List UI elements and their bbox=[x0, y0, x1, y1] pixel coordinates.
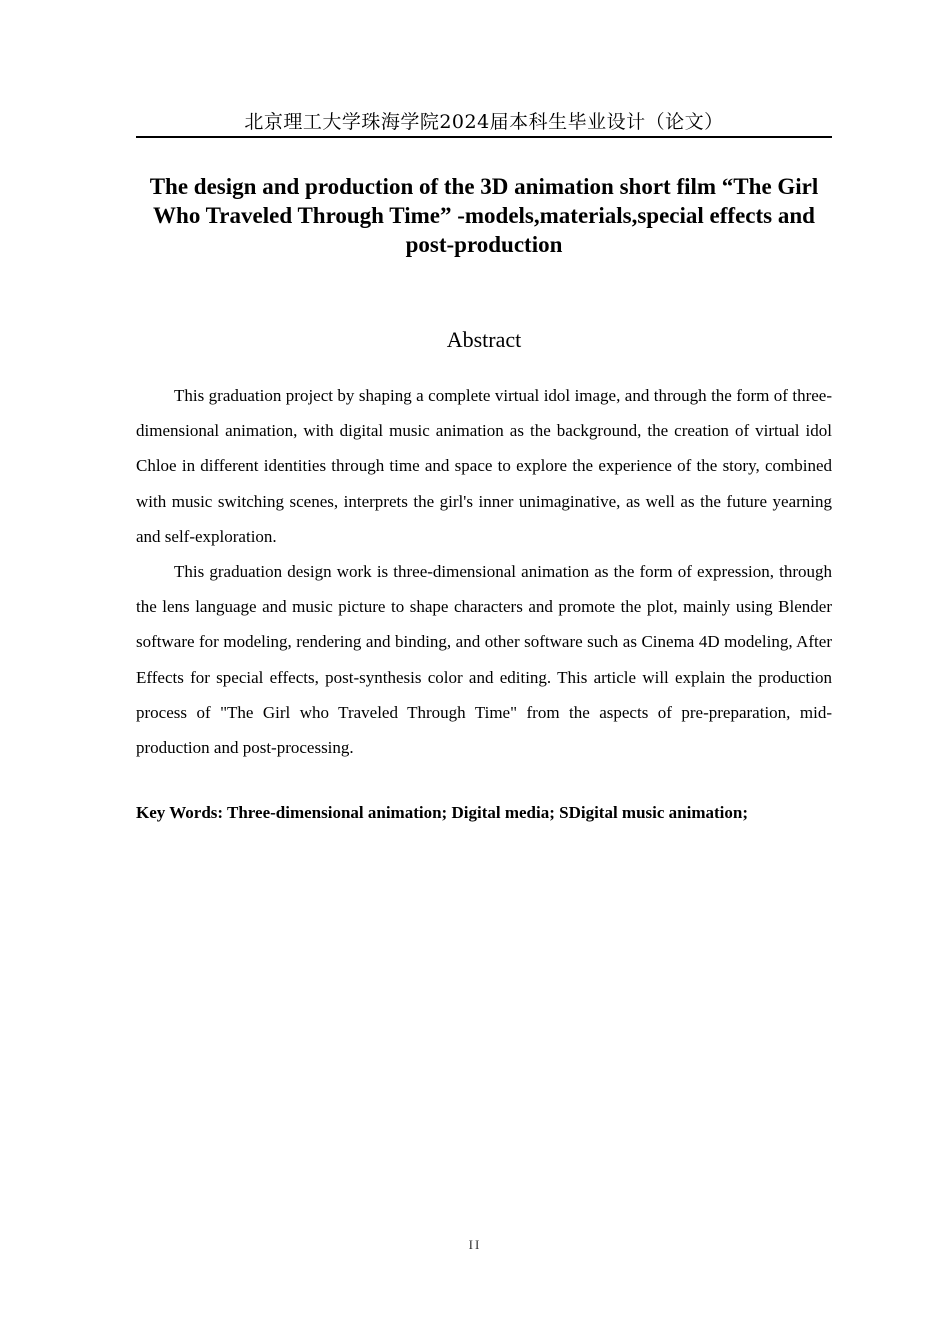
header-rule bbox=[136, 136, 832, 138]
abstract-heading: Abstract bbox=[446, 327, 522, 352]
abstract-paragraph: This graduation design work is three-dimensional animation as the form of expression, through the lens language and music picture to shape characters and promote the plot, mainly using Blender software for modeling, rendering and binding, and other software such as Cinema 4D modeling, After Effects for special effects, post-synthesis color and editing. This article will explain the production process of "The Girl who Traveled Through Time" from the aspects of pre-preparation, mid-production and post-processing. bbox=[136, 562, 832, 758]
abstract-paragraph: This graduation project by shaping a complete virtual idol image, and through the form of three-dimensional animation, with digital music animation as the background, the creation of virtual idol Chloe in different identities through time and space to explore the experience of the story, combined with music switching scenes, interprets the girl's inner unimaginative, as well as the future yearning and self-exploration. bbox=[136, 386, 832, 546]
abstract-body bbox=[136, 378, 832, 765]
page-number: II bbox=[468, 1237, 482, 1252]
running-header: 北京理工大学珠海学院2024届本科生毕业设计（论文） bbox=[244, 111, 724, 133]
thesis-title: The design and production of the 3D animation short film “The Girl Who Traveled Through Time” -models,materials,special effects and post-production bbox=[149, 174, 819, 257]
keywords-line: Key Words: Three-dimensional animation; Digital media; SDigital music animation; bbox=[136, 803, 749, 822]
